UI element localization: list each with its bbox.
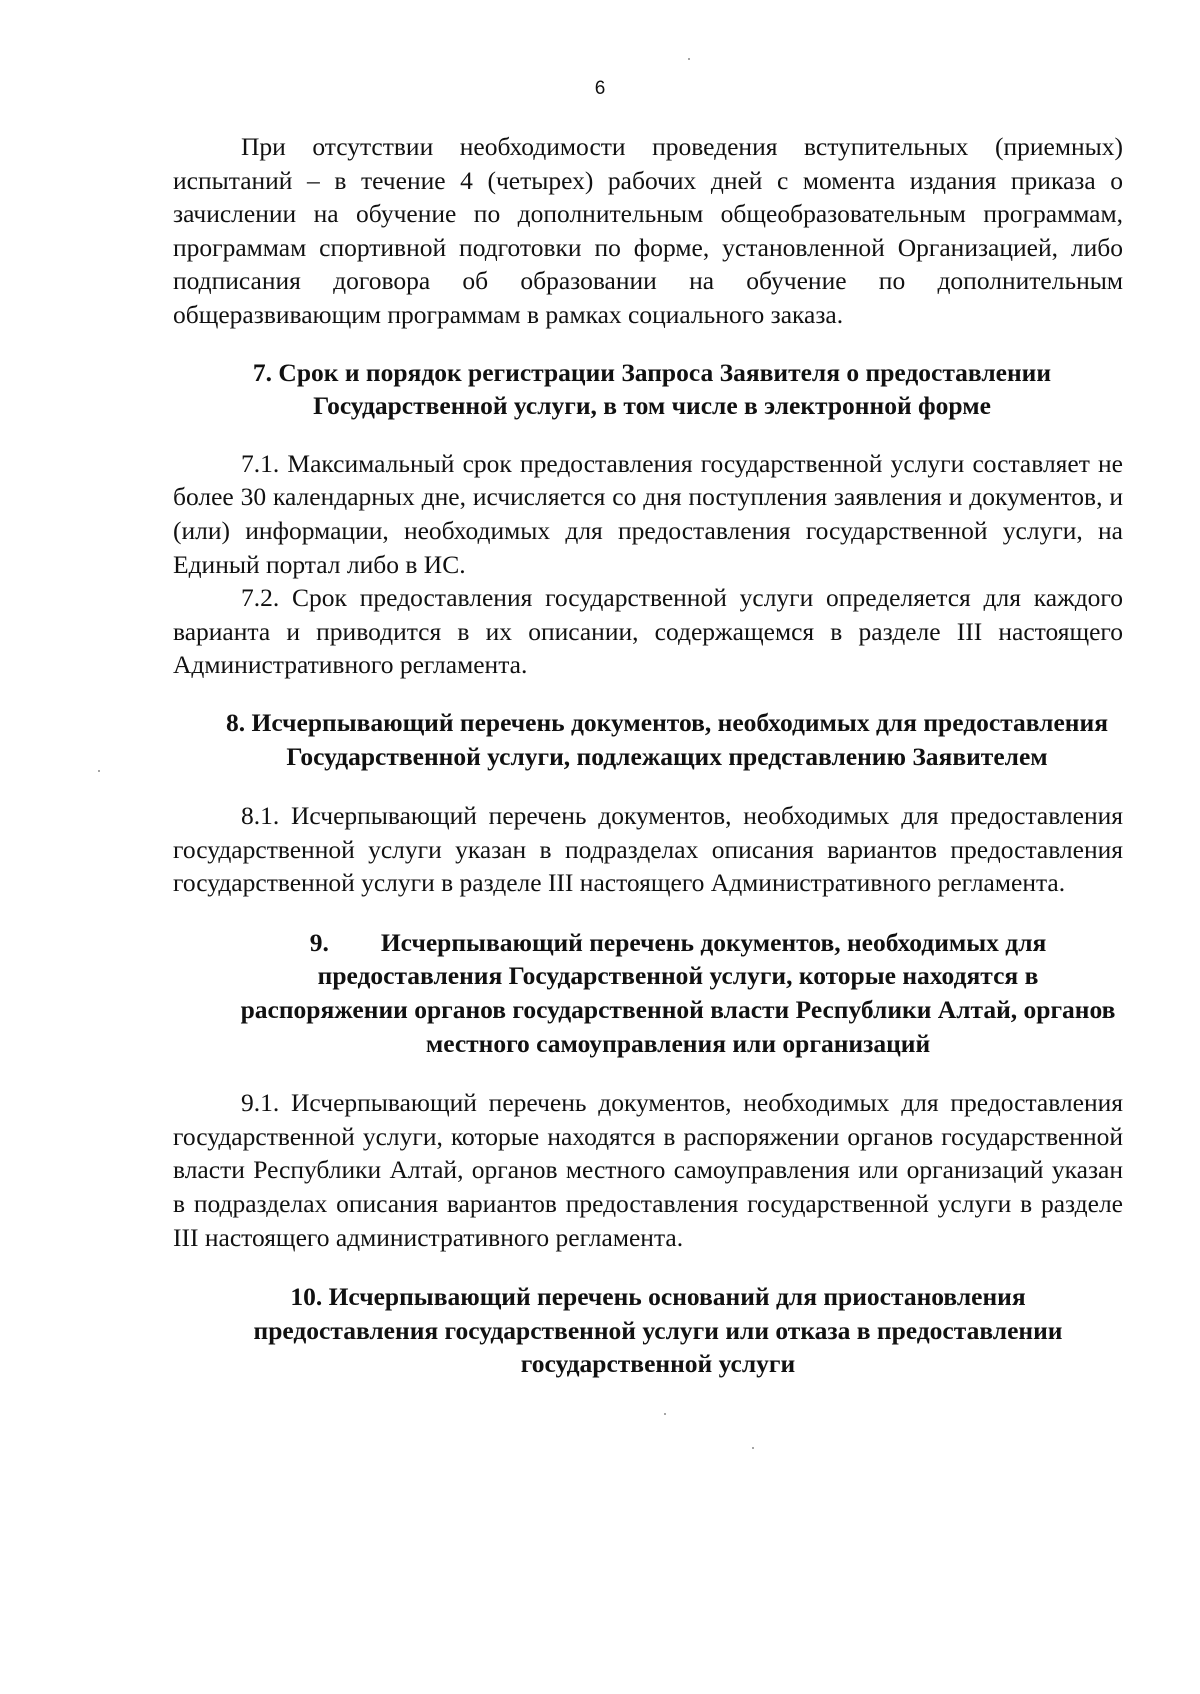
section-9-paragraph-1: 9.1. Исчерпывающий перечень документов, необходимых для предоставления государственной услуги, которые находятся в распоряжении органов государственной власти Республики Алтай, органов местного самоуправления или организаций указан в подразделах описания вариантов предоставления государственной услуги в разделе III настоящего административного регламента. <box>173 1088 1123 1252</box>
section-7-paragraph-2: 7.2. Срок предоставления государственной услуги определяется для каждого варианта и приводится в их описании, содержащемся в разделе III настоящего Административного регламента. <box>173 583 1123 680</box>
section-9-title: Исчерпывающий перечень документов, необходимых для предоставления Государственной услуги, которые находятся в распоряжении органов государственной власти Республики Алтай, органов местного самоуправления или организаций <box>240 927 1116 1058</box>
scan-speck <box>98 770 100 772</box>
section-10-heading <box>173 1280 1123 1381</box>
page-content <box>173 130 1123 1381</box>
section-9-number: 9. <box>309 927 329 957</box>
scan-speck <box>752 1447 754 1449</box>
section-7-heading <box>173 356 1123 423</box>
section-8-title: Исчерпывающий перечень документов, необходимых для предоставления Государственной услуги, подлежащих представлению Заявителем <box>251 707 1108 771</box>
page-number: 6 <box>594 78 606 99</box>
section-10-title: Исчерпывающий перечень оснований для приостановления предоставления государственной услуги или отказа в предоставлении государственной услуги <box>253 1282 1063 1379</box>
section-8-paragraph-1: 8.1. Исчерпывающий перечень документов, необходимых для предоставления государственной услуги указан в подразделах описания вариантов предоставления государственной услуги в разделе III настоящего Административного регламента. <box>173 801 1123 898</box>
section-8-heading <box>173 706 1123 773</box>
section-9-heading <box>173 926 1123 1060</box>
section-7-title: Срок и порядок регистрации Запроса Заявителя о предоставлении Государственной услуги, в том числе в электронной форме <box>278 357 1052 421</box>
intro-paragraph: При отсутствии необходимости проведения вступительных (приемных) испытаний – в течение 4 (четырех) рабочих дней с момента издания приказа о зачислении на обучение по дополнительным общеобразовательным программам, программам спортивной подготовки по форме, установленной Организацией, либо подписания договора об образовании на обучение по дополнительным общеразвивающим программам в рамках социального заказа. <box>173 132 1123 329</box>
section-7-paragraph-1: 7.1. Максимальный срок предоставления государственной услуги составляет не более 30 календарных дне, исчисляется со дня поступления заявления и документов, и (или) информации, необходимых для предоставления государственной услуги, на Единый портал либо в ИС. <box>173 448 1123 579</box>
section-7-number: 7. <box>252 357 273 387</box>
scan-speck <box>688 58 690 60</box>
section-8-number: 8. <box>225 707 246 737</box>
scan-speck <box>664 1413 666 1415</box>
section-10-number: 10. <box>290 1282 323 1312</box>
